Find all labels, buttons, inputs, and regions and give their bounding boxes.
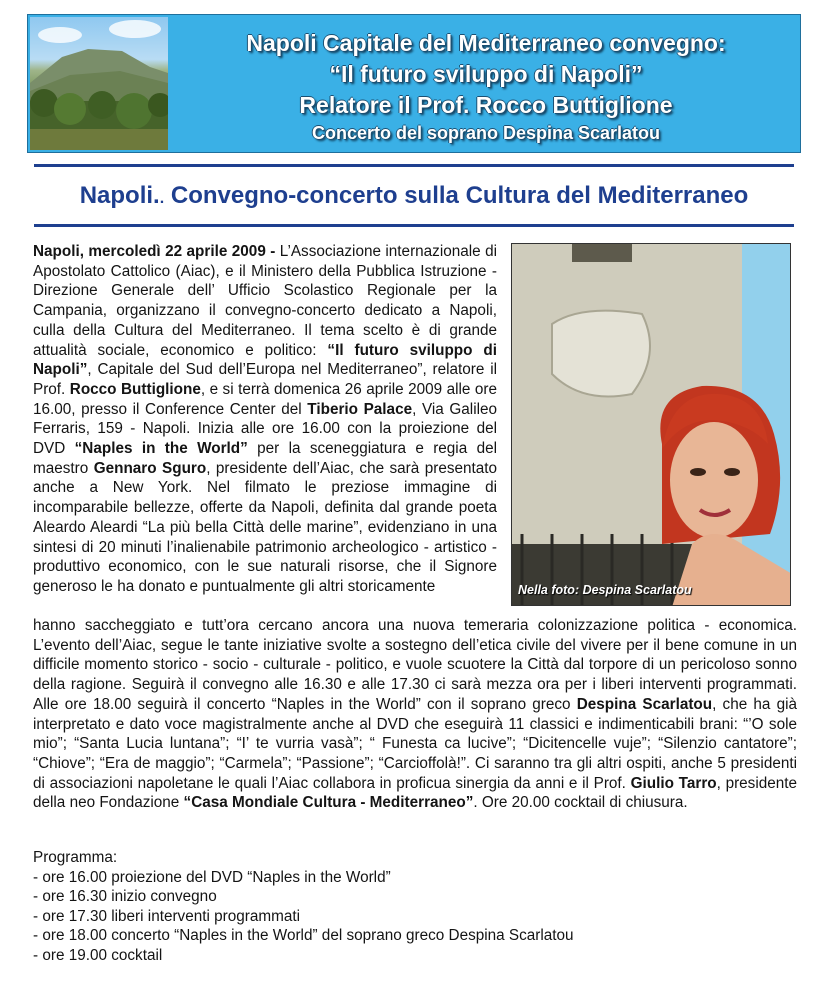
bold-text: Napoli, mercoledì 22 aprile 2009 - [33,243,280,260]
bold-text: “Il futuro sviluppo di Napoli” [33,341,497,379]
bold-text: Gennaro Sguro [93,459,207,477]
photo-caption: Nella foto: Despina Scarlatou [518,583,692,597]
vesuvius-photo [30,17,168,150]
programme-item: - ore 16.30 inizio convegno [33,887,733,907]
programme-item: - ore 19.00 cocktail [33,946,733,966]
bold-text: Tiberio Palace [307,400,413,418]
singer-photo [511,243,791,606]
body-text: per la sceneggiatura e regia del maestro [33,440,497,477]
banner-line-4: Concerto del soprano Despina Scarlatou [311,123,661,143]
headline [34,176,794,219]
bold-text: Rocco Buttiglione [69,380,201,398]
programme-title: Programma: [33,849,118,866]
divider-top [34,164,794,167]
body-text: hanno saccheggiato e tutt’ora cercano ancora una nuova temeraria colonizzazione politica - economica. L’evento dell’Aiac, segue le tante iniziative svolte a sostegno dell’etica civile del vivere per il bene comune in un difficile momento storico - socio - culturale - politico, e vuole scuotere la Città dal torpore di un pericoloso sonno della ragione. Seguirà il convegno alle 16.30 e alle 17.30 ci sarà mezza ora per i liberi interventi programmati. Alle ore 18.00 seguirà il concerto “Naples in the World” con il soprano greco [33,617,797,713]
article-paragraph-1 [33,242,497,597]
body-text: , presidente della neo Fondazione [33,774,798,812]
banner-line-1: Napoli Capitale del Mediterraneo convegno: [246,30,726,56]
bold-text: “Naples in the World” [74,440,248,458]
banner-title [178,23,794,146]
body-text: , Via Galileo Ferraris, 159 - Napoli. Inizia alle ore 16.00 con la proiezione del DVD [33,400,498,458]
programme-list [33,868,733,966]
article-continuation [33,616,797,813]
body-text: L’Associazione internazionale di Apostolato Cattolico (Aiac), e il Ministero della Pubblica Istruzione - Direzione Generale dell’ Ufficio Scolastico Regionale per la Campania, organizzano il convegno-concerto dedicato a Napoli, culla della Cultura del Mediterraneo. Il tema scelto è di grande attualità sociale, economico e politico: [33,243,497,359]
programme-item: - ore 16.00 proiezione del DVD “Naples in the World” [33,868,733,888]
headline-dot: . [159,190,165,207]
banner-line-2: “Il futuro sviluppo di Napoli” [329,61,643,87]
header-banner [27,14,801,153]
body-text: , e si terrà domenica 26 aprile 2009 alle ore 16.00, presso il Conference Center del [33,380,498,418]
banner-line-3: Relatore il Prof. Rocco Buttiglione [299,92,673,118]
headline-title: Convegno-concerto sulla Cultura del Mediterraneo [170,182,749,209]
divider-bottom [34,224,794,227]
headline-place: Napoli. [79,182,160,209]
programme-item: - ore 17.30 liberi interventi programmati [33,907,733,927]
body-text: . Ore 20.00 cocktail di chiusura. [473,794,688,812]
bold-text: “Casa Mondiale Cultura - Mediterraneo” [183,794,474,812]
bold-text: Giulio Tarro [630,774,717,792]
body-text: , Capitale del Sud dell’Europa nel Mediterraneo”, relatore il Prof. [33,361,497,398]
body-text: , presidente dell’Aiac, che sarà presentato anche a New York. Nel filmato le preziose immagine di incomparabile bellezze, offerte da Napoli, definita dal grande poeta Aleardo Aleardi “La più bella Città delle marine”, evidenziano in una sintesi di 20 minuti l’inalienabile patrimonio archeologico - artistico - produttivo economico, con le sue naturali risorse, che il Signore generoso le ha donato e puntualmente gli altri storicamente [33,459,497,595]
singer-illustration [512,244,791,606]
article-column [33,242,497,597]
vesuvius-illustration [30,17,168,150]
body-text: , che ha già interpretato e dato voce magistralmente anche al DVD che eseguirà 11 classici e indimenticabili brani: “’O sole mio”; “Santa Lucia luntana”; “I’ te vurria vasà”; “ Funesta ca lucive”; “Dicitencelle vuje”; “Silenzio cantatore”; “Chiove”; “Era de maggio”; “Carmela”; “Passione”; “Carcioffolà!”. Ci saranno tra gli altri ospiti, anche 5 presidenti di associazioni napoletane le quali l’Aiac collabora in proficua sinergia da anni e il Prof. [33,695,798,792]
article-paragraph-2 [33,616,797,813]
programme-item: - ore 18.00 concerto “Naples in the World” del soprano greco Despina Scarlatou [33,926,733,946]
bold-text: Despina Scarlatou [576,695,713,713]
programme [33,848,733,965]
